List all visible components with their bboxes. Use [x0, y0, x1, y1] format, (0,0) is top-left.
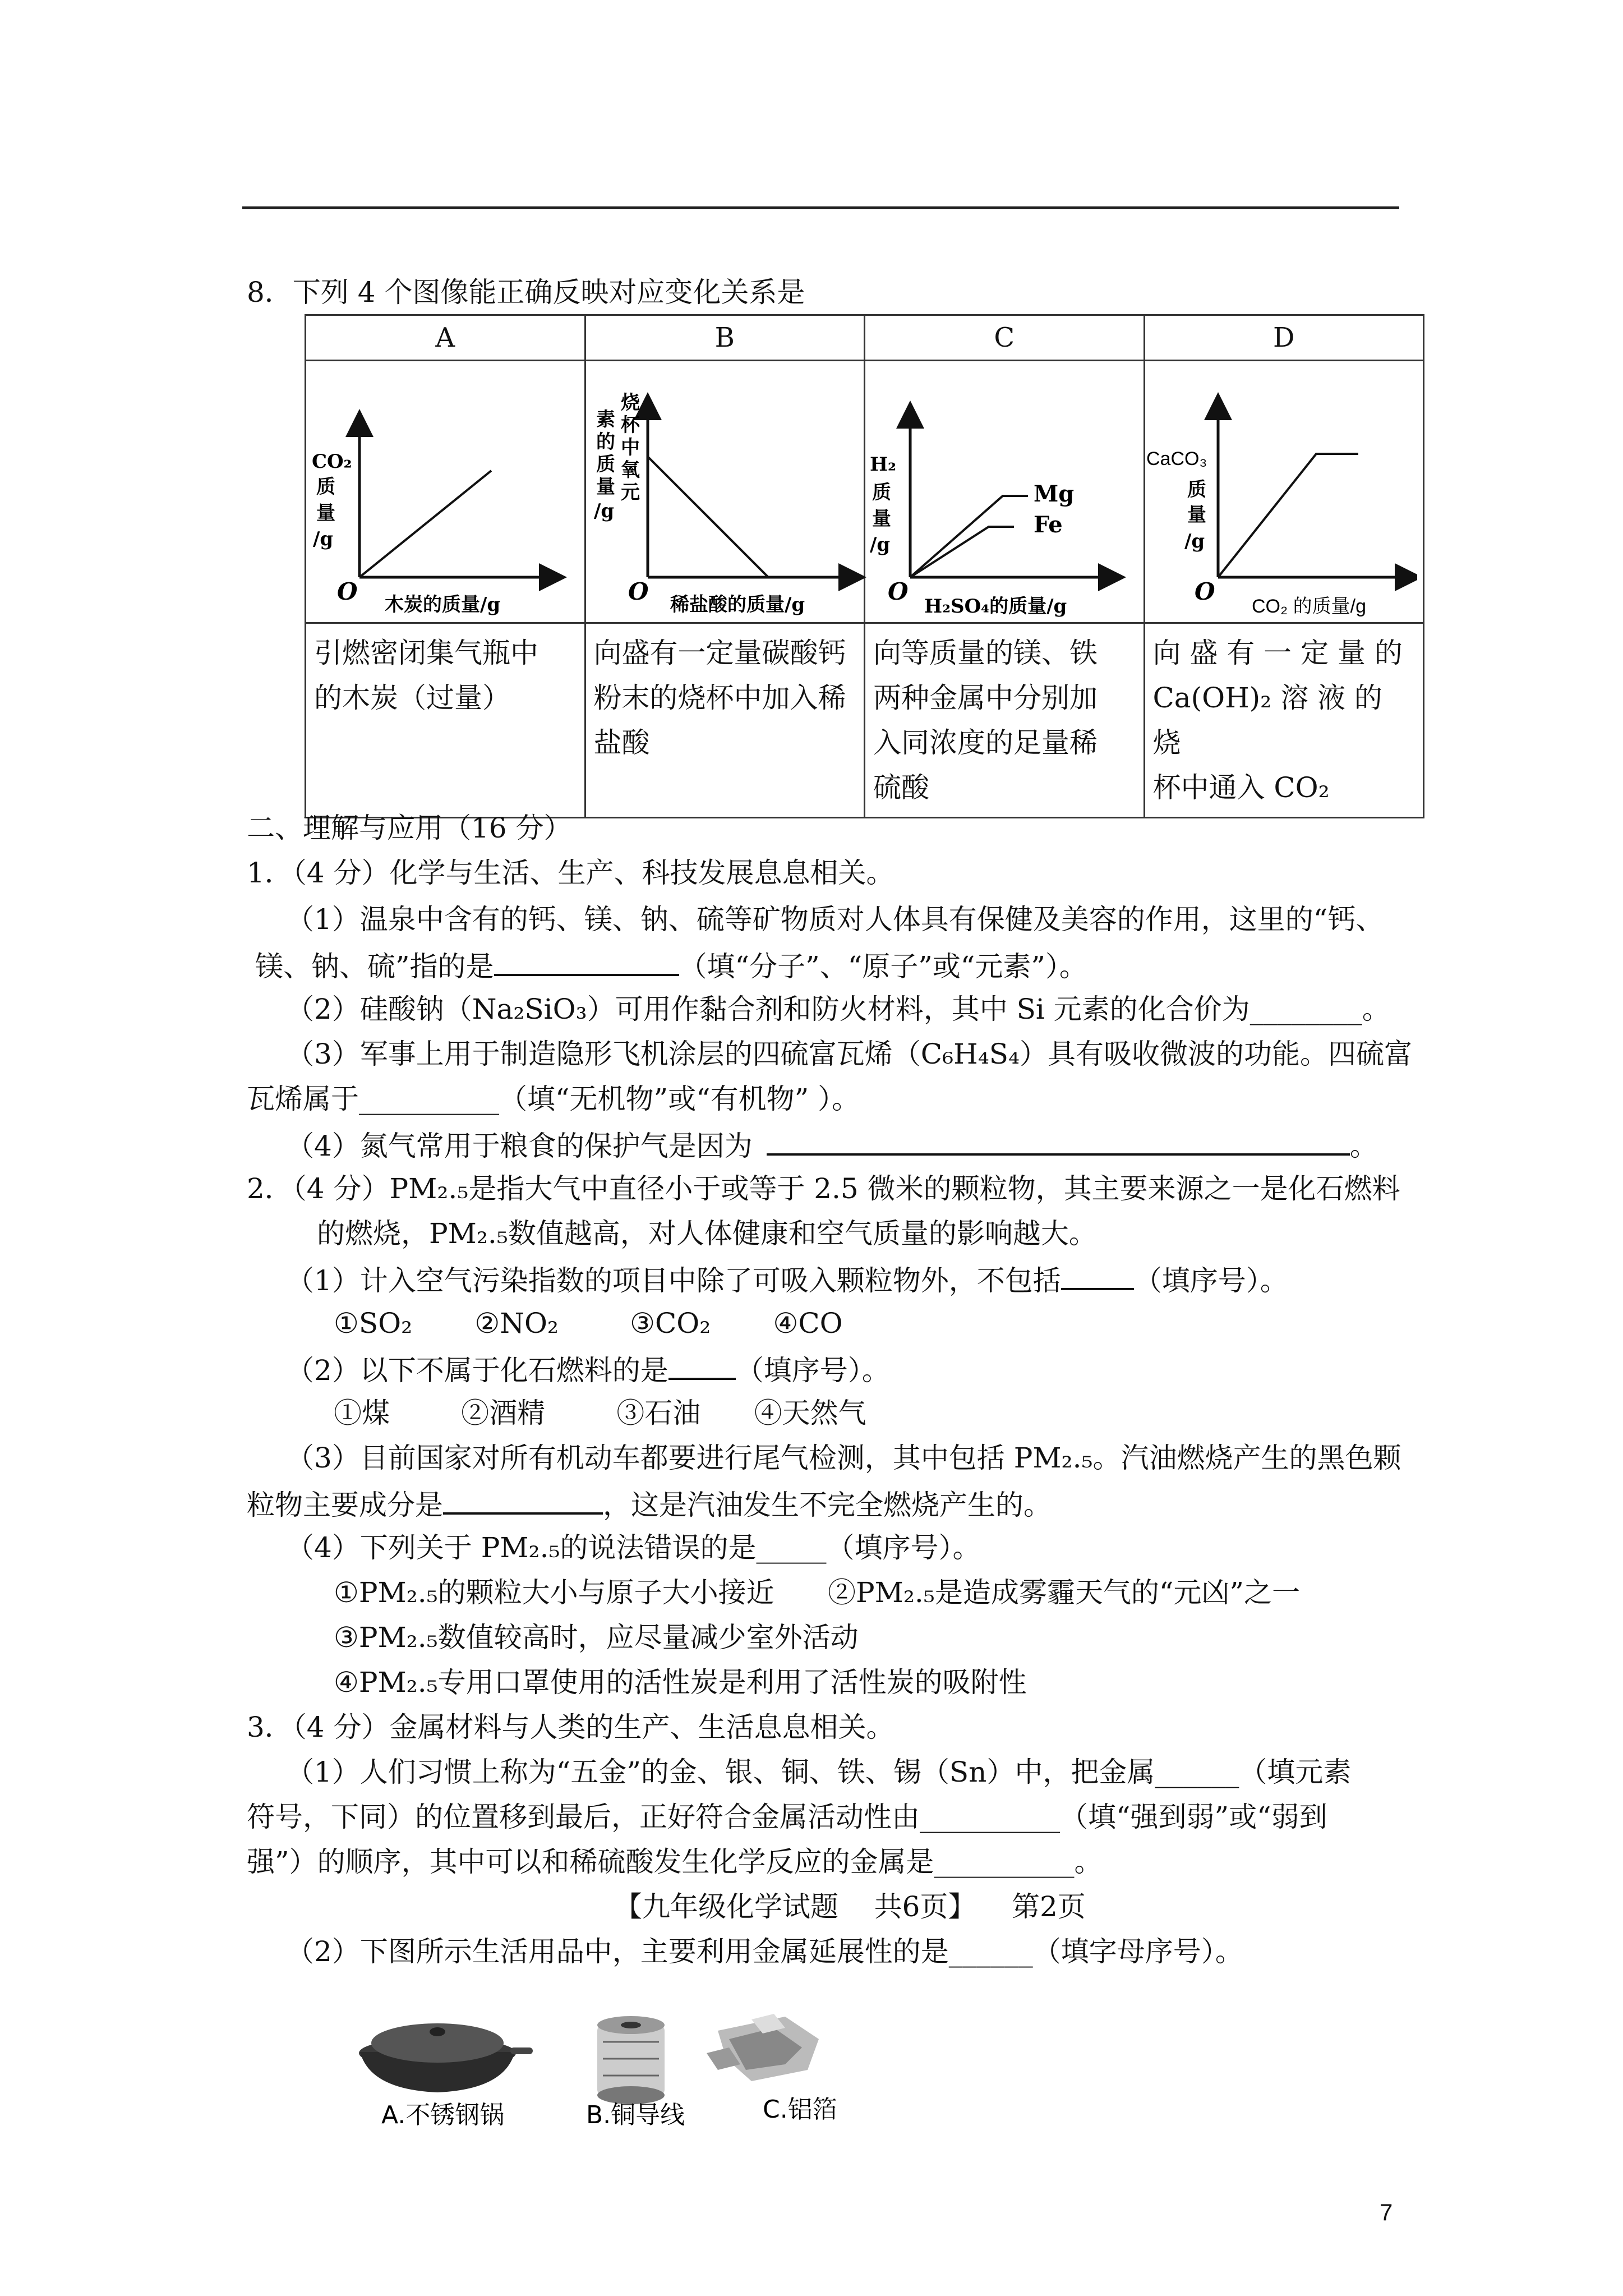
header-a: A [306, 315, 585, 361]
graph-c-cell [865, 361, 1145, 623]
graph-c-series-mg: Mg [1034, 481, 1075, 507]
graph-d-xlabel: CO₂ 的质量/g [1251, 596, 1366, 617]
graph-a [306, 361, 581, 622]
graph-c-ylabel-2: 量 [872, 508, 891, 530]
graph-b-xlabel: 稀盐酸的质量/g [670, 593, 805, 616]
desc-d: 向 盛 有 一 定 量 的 Ca(OH)₂ 溶 液 的 烧 杯中通入 CO₂ [1144, 623, 1424, 818]
graph-a-ylabel-2: 量 [316, 502, 335, 524]
graph-a-ylabel-3: /g [313, 528, 334, 550]
q1-p1a: （1）温泉中含有的钙、镁、钠、硫等矿物质对人体具有保健及美容的作用，这里的“钙、 [286, 903, 1384, 936]
q2-p3b: 粒物主要成分是 ，这是汽油发生不完全燃烧产生的。 [247, 1485, 1052, 1522]
q1-p1b: 镁、钠、硫”指的是 （填“分子”、“原子”或“元素”）。 [255, 947, 1087, 984]
graph-a-cell [306, 361, 585, 623]
graph-d-line [1218, 454, 1358, 577]
q1-p2: （2）硅酸钠（Na₂SiO₃）可用作黏合剂和防火材料，其中 Si 元素的化合价为________。 [286, 993, 1390, 1025]
graph-d-cell [1144, 361, 1424, 623]
graph-d-ylabel-top: CaCO₃ [1146, 448, 1207, 470]
graph-b-ylabel-b1: 的 [596, 431, 615, 453]
q2-p1-blank[interactable] [1061, 1261, 1134, 1290]
q2-stem-a: 2．（4 分）PM₂.₅是指大气中直径小于或等于 2.5 微米的颗粒物，其主要来源之一是化石燃料 [247, 1172, 1400, 1205]
header-b: B [585, 315, 865, 361]
q2-p1: （1）计入空气污染指数的项目中除了可吸入颗粒物外，不包括 （填序号）。 [286, 1261, 1288, 1298]
section2-heading: 二、理解与应用（16 分） [247, 812, 572, 844]
graph-c-ylabel-3: /g [870, 533, 891, 556]
q1-p3a: （3）军事上用于制造隐形飞机涂层的四硫富瓦烯（C₆H₄S₄）具有吸收微波的功能。四硫富 [286, 1038, 1413, 1070]
graph-b-ylabel-a2: 中 [620, 436, 640, 459]
graph-b-ylabel-a3: 氧 [620, 459, 640, 481]
page-footer: 【九年级化学试题 共6页】 第2页 [614, 1890, 1086, 1923]
graph-d-ylabel-2: /g [1184, 530, 1205, 553]
q3-p1a: （1）人们习惯上称为“五金”的金、银、铜、铁、锡（Sn）中，把金属______（填元素 [286, 1756, 1352, 1788]
header-d: D [1144, 315, 1424, 361]
q3-p1b: 符号，下同）的位置移到最后，正好符合金属活动性由__________（填“强到弱”或“弱到 [247, 1801, 1327, 1833]
q2-p1-options: ①SO₂ ②NO₂ ③CO₂ ④CO [334, 1307, 843, 1340]
aluminum-foil-image [707, 2014, 819, 2081]
graph-c-series-fe: Fe [1034, 512, 1063, 538]
desc-a: 引燃密闭集气瓶中 的木炭（过量） [306, 623, 585, 818]
graph-b-line [648, 457, 768, 577]
graph-c-origin: O [888, 578, 909, 605]
q3-stem: 3．（4 分）金属材料与人类的生产、生活息息相关。 [247, 1711, 895, 1743]
q2-p4-opt3: ③PM₂.₅数值较高时，应尽量减少室外活动 [334, 1621, 859, 1654]
item-c-label: C.铝箔 [763, 2095, 837, 2124]
graph-b-ylabel-a1: 杯 [620, 414, 640, 436]
graph-a-xlabel: 木炭的质量/g [385, 593, 501, 616]
q2-p4-opt1: ①PM₂.₅的颗粒大小与原子大小接近 ②PM₂.₅是造成雾霾天气的“元凶”之一 [334, 1576, 1300, 1609]
graph-c-line-fe [910, 527, 1014, 577]
graph-b-origin: O [628, 578, 649, 605]
q1-stem: 1．（4 分）化学与生活、生产、科技发展息息相关。 [247, 857, 895, 889]
q3-p1c: 强”）的顺序，其中可以和稀硫酸发生化学反应的金属是__________。 [247, 1846, 1103, 1878]
graph-b-cell [585, 361, 865, 623]
q2-p4-opt4: ④PM₂.₅专用口罩使用的活性炭是利用了活性炭的吸附性 [334, 1666, 1027, 1699]
graph-b-ylabel-a0: 烧 [620, 392, 640, 414]
graph-a-line [359, 471, 491, 577]
header-rule [242, 206, 1399, 209]
q8-title: 8．下列 4 个图像能正确反映对应变化关系是 [247, 276, 805, 309]
graph-a-ylabel-1: 质 [316, 476, 335, 498]
graph-c-xlabel: H₂SO₄的质量/g [924, 595, 1067, 618]
desc-c: 向等质量的镁、铁 两种金属中分别加 入同浓度的足量稀 硫酸 [865, 623, 1145, 818]
graph-b [586, 361, 878, 622]
graph-a-ylabel-0: CO₂ [312, 450, 352, 473]
desc-b: 向盛有一定量碳酸钙 粉末的烧杯中加入稀 盐酸 [585, 623, 865, 818]
item-b-label: B.铜导线 [586, 2101, 685, 2129]
header-c: C [865, 315, 1145, 361]
page-number: 7 [1380, 2199, 1393, 2225]
q2-p3a: （3）目前国家对所有机动车都要进行尾气检测，其中包括 PM₂.₅。汽油燃烧产生的黑色颗 [286, 1442, 1401, 1474]
q2-p2-blank[interactable] [668, 1351, 736, 1380]
graph-d-ylabel-0: 质 [1187, 478, 1206, 501]
item-a-label: A.不锈钢锅 [381, 2101, 505, 2129]
graph-d-origin: O [1194, 578, 1215, 605]
q3-p2: （2）下图所示生活用品中，主要利用金属延展性的是______（填字母序号）。 [286, 1935, 1243, 1968]
wok-image [359, 2023, 533, 2092]
q1-p1-blank[interactable] [494, 947, 679, 976]
q2-p3-blank[interactable] [443, 1485, 603, 1515]
graph-b-ylabel-b0: 素 [596, 408, 615, 431]
graph-d [1145, 361, 1417, 622]
q8-table [305, 314, 1424, 818]
graph-b-ylabel-b3: 量 [596, 476, 615, 498]
graph-c-ylabel-1: 质 [872, 481, 891, 504]
wire-spool-image [597, 2016, 665, 2104]
q1-p4: （4）氮气常用于粮食的保护气是因为 。 [286, 1126, 1378, 1163]
q2-p4: （4）下列关于 PM₂.₅的说法错误的是_____（填序号）。 [286, 1531, 981, 1564]
graph-b-ylabel-b2: 质 [596, 453, 615, 476]
graph-d-ylabel-1: 量 [1187, 504, 1206, 526]
graph-c-ylabel-0: H₂ [870, 453, 897, 476]
graph-b-ylabel-b4: /g [593, 500, 614, 522]
q2-p2: （2）以下不属于化石燃料的是 （填序号）。 [286, 1351, 890, 1388]
graph-c [865, 361, 1137, 622]
graph-b-ylabel-a4: 元 [620, 481, 640, 504]
q2-stem-b: 的燃烧，PM₂.₅数值越高，对人体健康和空气质量的影响越大。 [317, 1217, 1097, 1250]
q2-p2-options: ①煤 ②酒精 ③石油 ④天然气 [334, 1397, 866, 1429]
products-figure [359, 1986, 864, 2132]
graph-a-origin: O [337, 578, 358, 605]
q1-p3b: 瓦烯属于__________（填“无机物”或“有机物” ）。 [247, 1083, 860, 1115]
q1-p4-blank[interactable] [767, 1126, 1350, 1156]
